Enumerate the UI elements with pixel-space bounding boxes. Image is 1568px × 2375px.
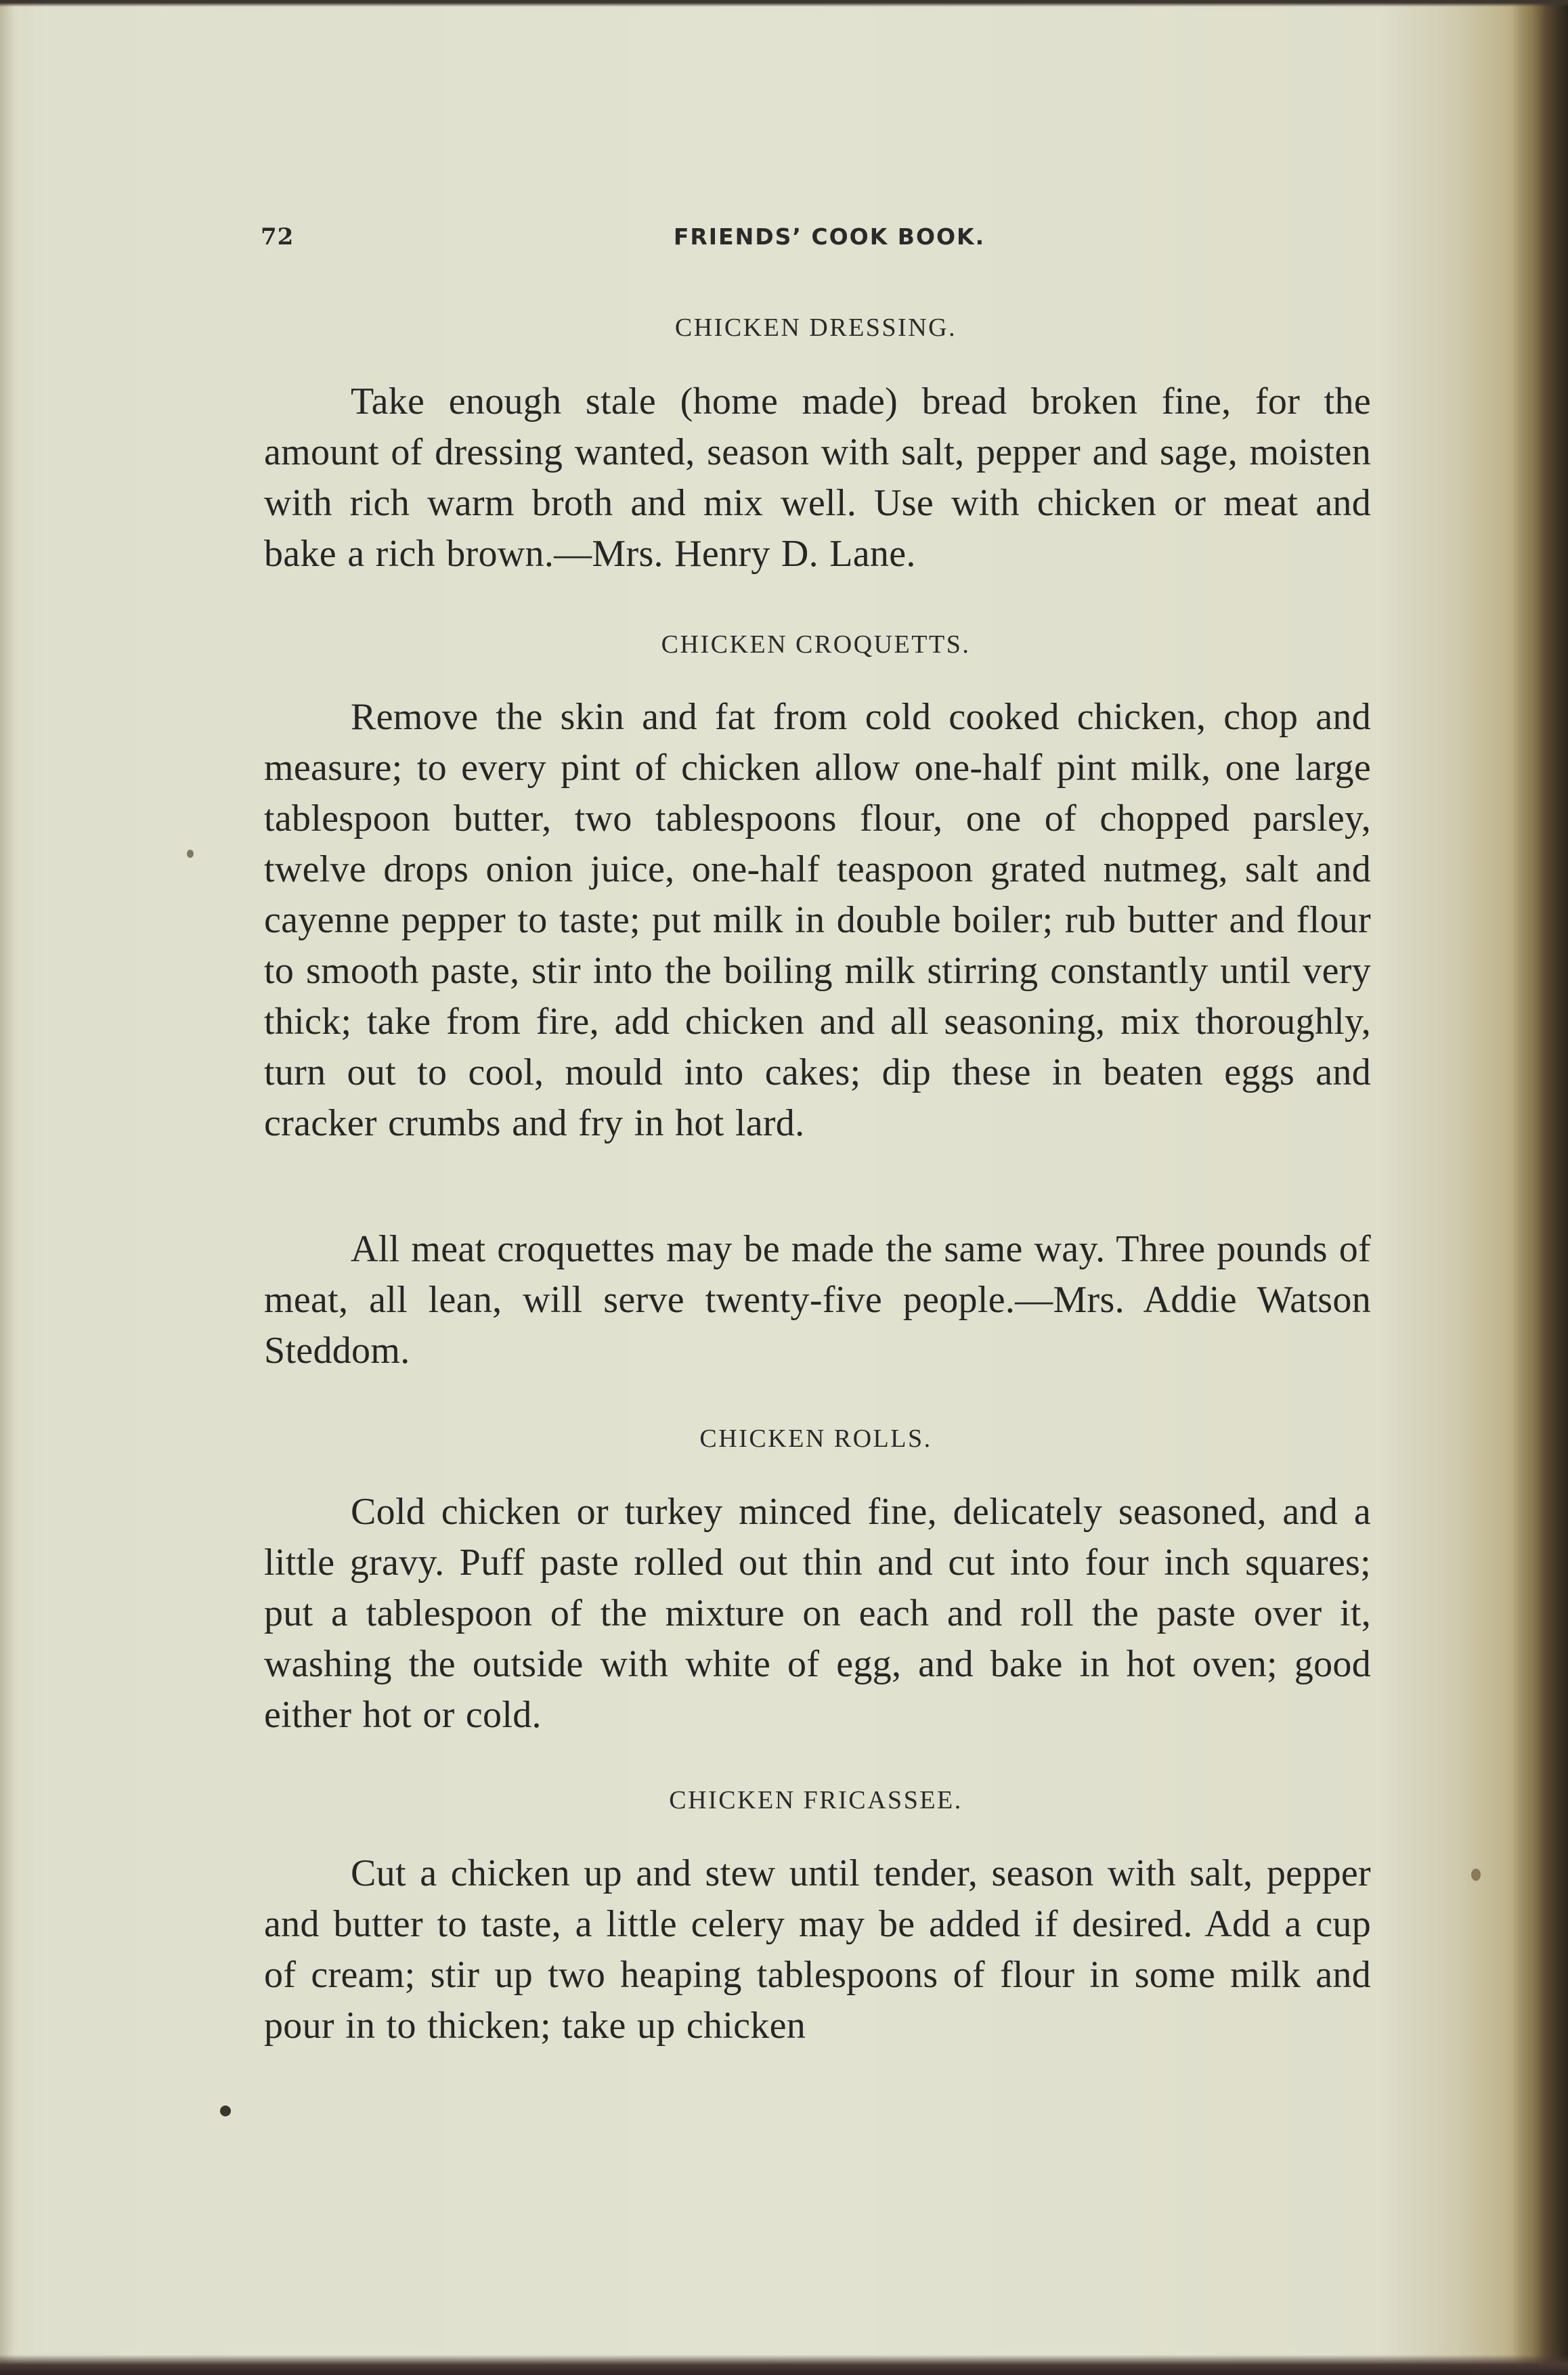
- recipe-text-chicken-croquetts: Remove the skin and fat from cold cooked chicken, chop and measure; to every pint of chicken allow one-half pint milk, one large tablespoon butter, two tablespoons flour, one of chopped parsley, twelve drops onion juice, one-half teaspoon grated nutmeg, salt and cayenne pepper to taste; put milk in double boiler; rub butter and flour to smooth paste, stir into the boiling milk stirring constantly until very thick; take from fire, add chicken and all seasoning, mix thoroughly, turn out to cool, mould into cakes; dip these in beaten eggs and cracker crumbs and fry in hot lard.: [264, 696, 1371, 1144]
- recipe-text-chicken-rolls: Cold chicken or turkey minced fine, delicately seasoned, and a little gravy. Puff paste rolled out thin and cut into four inch squares; put a tablespoon of the mixture on each and roll the paste over it, washing the outside with white of egg, and bake in hot oven; good either hot or cold.: [264, 1491, 1371, 1736]
- recipe-heading-chicken-rolls: CHICKEN ROLLS.: [699, 1424, 932, 1453]
- recipe-heading-chicken-croquetts: CHICKEN CROQUETTS.: [661, 630, 971, 659]
- paper-speck: [187, 850, 194, 858]
- page-bottom-edge: [0, 2355, 1568, 2375]
- recipe-text-chicken-fricassee: Cut a chicken up and stew until tender, season with salt, pepper and butter to taste, a little celery may be added if desired. Add a cup of cream; stir up two heaping tablespoons of flour in some milk and pour in to thicken; take up chicken: [264, 1852, 1371, 2047]
- page-left-edge: [0, 0, 15, 2375]
- recipe-heading-chicken-fricassee: CHICKEN FRICASSEE.: [669, 1786, 963, 1814]
- recipe-note-chicken-croquetts: All meat croquettes may be made the same way. Three pounds of meat, all lean, will serve twenty-five people.—Mrs. Addie Watson Steddom.: [264, 1228, 1371, 1372]
- recipe-text-chicken-dressing: Take enough stale (home made) bread broken fine, for the amount of dressing wanted, season with salt, pepper and sage, moisten with rich warm broth and mix well. Use with chicken or meat and bake a rich brown.—Mrs. Henry D. Lane.: [264, 380, 1371, 575]
- page-number: 72: [261, 223, 295, 250]
- paper-speck: [220, 2106, 231, 2116]
- recipe-heading-chicken-dressing: CHICKEN DRESSING.: [674, 313, 957, 342]
- running-head: [261, 223, 1371, 257]
- book-binding-edge: [1512, 0, 1568, 2375]
- paper-speck: [1471, 1869, 1481, 1881]
- book-title: FRIENDS’ COOK BOOK.: [673, 223, 986, 250]
- page-top-edge: [0, 0, 1568, 7]
